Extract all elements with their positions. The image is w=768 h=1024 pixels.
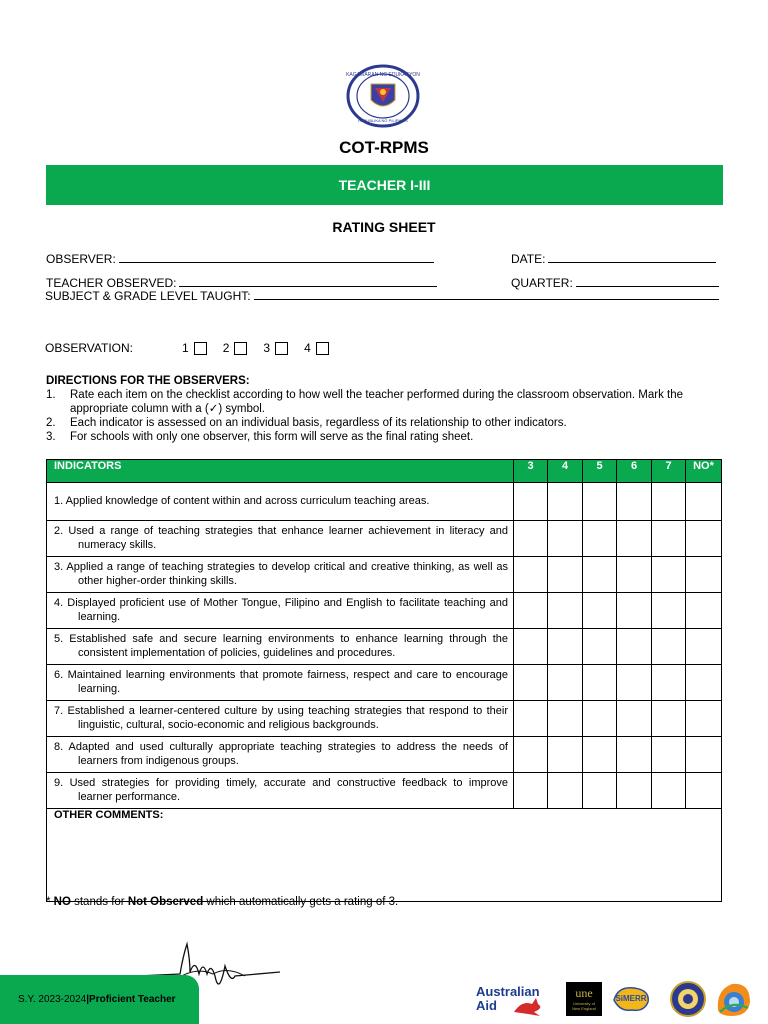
indicator-text: 1. Applied knowledge of content within and across curriculum teaching areas. <box>54 494 430 507</box>
rating-cell[interactable] <box>652 665 686 701</box>
rating-cell[interactable] <box>617 483 652 521</box>
rating-cell[interactable] <box>617 665 652 701</box>
rating-cell[interactable] <box>548 737 583 773</box>
footnote-text-end: which automatically gets a rating of 3. <box>203 896 399 908</box>
rating-cell[interactable] <box>686 483 722 521</box>
rating-cell[interactable] <box>548 773 583 809</box>
option-number: 2 <box>222 341 230 355</box>
rating-cell[interactable] <box>514 737 548 773</box>
direction-number: 2. <box>46 417 56 429</box>
option-number: 1 <box>182 341 189 355</box>
indicator-row <box>47 557 722 593</box>
rating-cell[interactable] <box>617 701 652 737</box>
rating-cell[interactable] <box>686 665 722 701</box>
footer-school-year-tab <box>0 975 199 1024</box>
kangaroo-icon <box>514 998 540 1016</box>
rating-cell[interactable] <box>686 557 722 593</box>
rating-cell[interactable] <box>652 557 686 593</box>
comments-label: OTHER COMMENTS: <box>54 809 164 821</box>
rating-table <box>46 459 722 902</box>
observation-checkbox-1[interactable] <box>194 342 207 355</box>
directions-heading: DIRECTIONS FOR THE OBSERVERS: <box>46 375 250 387</box>
footer-separator: | <box>86 994 90 1005</box>
teacher-observed-label: TEACHER OBSERVED: <box>46 276 177 290</box>
indicator-cell <box>47 665 514 701</box>
indicator-text: 7. Established a learner-centered culture by using teaching strategies that respond to their linguistic, cultural, socio-economic and religious backgrounds. <box>54 705 508 731</box>
teacher-observed-blank[interactable] <box>179 275 437 287</box>
rating-cell[interactable] <box>514 701 548 737</box>
date-field[interactable] <box>511 251 716 266</box>
indicator-text: 6. Maintained learning environments that promote fairness, respect and care to encourage learning. <box>54 669 508 695</box>
rating-header-no: NO* <box>686 460 722 483</box>
direction-item <box>46 416 706 430</box>
rating-cell[interactable] <box>583 483 617 521</box>
rating-cell[interactable] <box>652 483 686 521</box>
observation-label: OBSERVATION: <box>45 341 134 355</box>
rating-cell[interactable] <box>583 629 617 665</box>
rating-cell[interactable] <box>617 521 652 557</box>
option-number: 4 <box>304 341 311 355</box>
indicator-row <box>47 521 722 557</box>
direction-text: Rate each item on the checklist according to how well the teacher performed during the classroom observation. Mark the appropriate column with a (✓) symbol. <box>70 389 684 415</box>
observer-blank[interactable] <box>119 251 434 263</box>
rating-cell[interactable] <box>652 737 686 773</box>
observation-option-1[interactable] <box>182 341 207 355</box>
option-number: 3 <box>263 341 271 355</box>
indicator-row <box>47 483 722 521</box>
indicator-row <box>47 593 722 629</box>
rating-cell[interactable] <box>617 557 652 593</box>
footer-sy: S.Y. 2023-2024 <box>18 994 87 1005</box>
rating-cell[interactable] <box>652 701 686 737</box>
indicator-cell <box>47 773 514 809</box>
rating-header-7: 7 <box>652 460 686 483</box>
simerr-text: SiMERR <box>615 994 647 1003</box>
une-sub2: New England <box>572 1006 596 1011</box>
rating-header-5: 5 <box>583 460 617 483</box>
rating-cell[interactable] <box>514 521 548 557</box>
rating-cell[interactable] <box>514 665 548 701</box>
deped-seal-logo <box>345 64 421 128</box>
rating-cell[interactable] <box>548 629 583 665</box>
rating-cell[interactable] <box>686 629 722 665</box>
rating-cell[interactable] <box>514 483 548 521</box>
rating-cell[interactable] <box>652 521 686 557</box>
indicator-text: 2. Used a range of teaching strategies that enhance learner achievement in literacy and numeracy skills. <box>54 525 508 551</box>
rating-cell[interactable] <box>514 629 548 665</box>
rating-cell[interactable] <box>652 629 686 665</box>
direction-number: 1. <box>46 389 56 401</box>
rating-cell[interactable] <box>548 557 583 593</box>
observer-label: OBSERVER: <box>46 252 116 266</box>
indicator-row <box>47 737 722 773</box>
regional-office-logo <box>712 980 754 1018</box>
footer-level: Proficient Teacher <box>89 994 176 1005</box>
rating-cell[interactable] <box>617 593 652 629</box>
date-label: DATE: <box>511 252 546 266</box>
rating-cell[interactable] <box>548 593 583 629</box>
indicator-cell <box>47 593 514 629</box>
comments-cell[interactable] <box>47 809 722 902</box>
rating-cell[interactable] <box>583 593 617 629</box>
observation-option-2[interactable] <box>223 341 248 355</box>
direction-number: 3. <box>46 431 56 443</box>
indicator-text: 5. Established safe and secure learning environments to enhance learning through the consistent implementation of policies, guidelines and procedures. <box>54 633 508 659</box>
indicator-cell <box>47 521 514 557</box>
aus-line2: Aid <box>476 998 497 1013</box>
rating-header-3: 3 <box>514 460 548 483</box>
table-header-row <box>47 460 722 483</box>
indicator-text: 9. Used strategies for providing timely, accurate and constructive feedback to improve learner performance. <box>54 777 508 803</box>
rating-cell[interactable] <box>583 521 617 557</box>
banner-text: TEACHER I-III <box>338 177 431 193</box>
footnote-not-observed: Not Observed <box>127 896 204 908</box>
rating-cell[interactable] <box>548 701 583 737</box>
date-blank[interactable] <box>548 251 716 263</box>
rating-cell[interactable] <box>514 557 548 593</box>
footnote-star: * <box>46 896 54 908</box>
observation-selector <box>45 341 345 355</box>
direction-text: Each indicator is assessed on an individual basis, regardless of its relationship to other indicators. <box>70 417 567 429</box>
une-sub1: University of <box>572 1001 596 1006</box>
rating-cell[interactable] <box>686 593 722 629</box>
rating-cell[interactable] <box>548 665 583 701</box>
subject-grade-label: SUBJECT & GRADE LEVEL TAUGHT: <box>45 289 251 303</box>
observation-option-4[interactable] <box>304 341 329 355</box>
aus-line1: Australian <box>476 984 540 999</box>
rating-cell[interactable] <box>514 773 548 809</box>
rating-header-4: 4 <box>548 460 583 483</box>
direction-item <box>46 430 706 444</box>
subject-grade-blank[interactable] <box>254 288 719 300</box>
indicator-cell <box>47 737 514 773</box>
quarter-blank[interactable] <box>576 275 719 287</box>
indicator-cell <box>47 483 514 521</box>
comments-row <box>47 809 722 902</box>
indicator-row <box>47 629 722 665</box>
rating-cell[interactable] <box>583 701 617 737</box>
rating-cell[interactable] <box>583 665 617 701</box>
seal-lettering-bottom: REPUBLIKA NG PILIPINAS <box>358 118 408 123</box>
rating-cell[interactable] <box>686 521 722 557</box>
teacher-level-banner <box>46 165 723 205</box>
subject-grade-field[interactable] <box>45 288 719 303</box>
rating-cell[interactable] <box>583 557 617 593</box>
direction-text: For schools with only one observer, this form will serve as the final rating sheet. <box>70 431 474 443</box>
observer-field[interactable] <box>46 251 434 266</box>
directions-section <box>46 374 706 444</box>
indicator-text: 8. Adapted and used culturally appropriate teaching strategies to address the needs of learners from indigenous groups. <box>54 741 508 767</box>
rating-cell[interactable] <box>686 773 722 809</box>
indicator-text: 3. Applied a range of teaching strategies to develop critical and creative thinking, as well as other higher-order thinking skills. <box>54 561 508 587</box>
rating-cell[interactable] <box>652 773 686 809</box>
australian-aid-logo <box>474 982 556 1018</box>
indicator-row <box>47 665 722 701</box>
rating-cell[interactable] <box>652 593 686 629</box>
observation-option-3[interactable] <box>263 341 288 355</box>
indicator-row <box>47 773 722 809</box>
footnote-text: stands for <box>70 896 128 908</box>
indicator-cell <box>47 701 514 737</box>
rating-cell[interactable] <box>686 701 722 737</box>
footnote <box>46 896 398 908</box>
indicator-cell <box>47 557 514 593</box>
indicators-header: INDICATORS <box>47 460 514 483</box>
simerr-logo <box>610 982 652 1016</box>
rating-cell[interactable] <box>583 773 617 809</box>
observation-checkbox-2[interactable] <box>234 342 247 355</box>
une-logo <box>566 982 602 1016</box>
rating-cell[interactable] <box>686 737 722 773</box>
direction-item <box>46 388 706 416</box>
rating-sheet-subtitle: RATING SHEET <box>332 219 436 235</box>
seal-lettering-top: KAGAWARAN NG EDUKASYON <box>346 72 420 78</box>
indicator-text: 4. Displayed proficient use of Mother Tongue, Filipino and English to facilitate teaching and learning. <box>54 597 508 623</box>
rating-cell[interactable] <box>514 593 548 629</box>
rating-cell[interactable] <box>583 737 617 773</box>
observation-checkbox-4[interactable] <box>316 342 329 355</box>
document-title: COT-RPMS <box>339 138 429 157</box>
rating-header-6: 6 <box>617 460 652 483</box>
indicator-cell <box>47 629 514 665</box>
rating-cell[interactable] <box>548 483 583 521</box>
rating-cell[interactable] <box>617 737 652 773</box>
indicator-row <box>47 701 722 737</box>
rating-cell[interactable] <box>548 521 583 557</box>
rating-cell[interactable] <box>617 773 652 809</box>
quarter-label: QUARTER: <box>511 276 573 290</box>
footnote-no: NO <box>53 896 71 908</box>
observation-checkbox-3[interactable] <box>275 342 288 355</box>
une-text: une <box>575 986 593 1000</box>
division-seal-logo <box>668 980 708 1018</box>
rating-cell[interactable] <box>617 629 652 665</box>
